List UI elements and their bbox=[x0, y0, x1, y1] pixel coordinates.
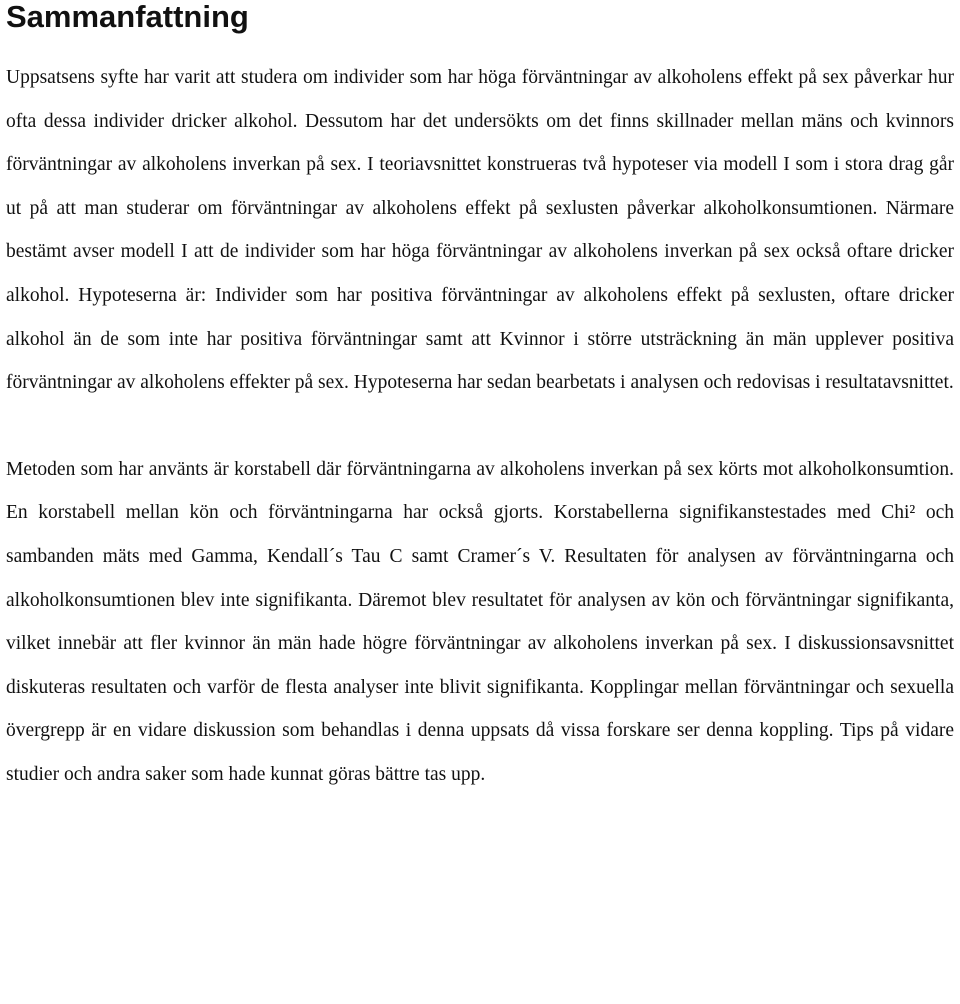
summary-paragraph-1: Uppsatsens syfte har varit att studera om individer som har höga förväntningar av alkoholens effekt på sex påverkar hur ofta dessa individer dricker alkohol. Dessutom har det undersökts om det finns skillnader mellan mäns och kvinnors förväntningar av alkoholens inverkan på sex. I teoriavsnittet konstrueras två hypoteser via modell I som i stora drag går ut på att man studerar om förväntningar av alkoholens effekt på sexlusten påverkar alkoholkonsumtionen. Närmare bestämt avser modell I att de individer som har höga förväntningar av alkoholens inverkan på sex också oftare dricker alkohol. Hypoteserna är: Individer som har positiva förväntningar av alkoholens effekt på sexlusten, oftare dricker alkohol än de som inte har positiva förväntningar samt att Kvinnor i större utsträckning än män upplever positiva förväntningar av alkoholens effekter på sex. Hypoteserna har sedan bearbetats i analysen och redovisas i resultatavsnittet. bbox=[6, 67, 954, 394]
summary-paragraph-2: Metoden som har använts är korstabell där förväntningarna av alkoholens inverkan på sex körts mot alkoholkonsumtion. En korstabell mellan kön och förväntningarna har också gjorts. Korstabellerna signifikanstestades med Chi² och sambanden mäts med Gamma, Kendall´s Tau C samt Cramer´s V. Resultaten för analysen av förväntningarna och alkoholkonsumtionen blev inte signifikanta. Däremot blev resultatet för analysen av kön och förväntningar signifikanta, vilket innebär att fler kvinnor än män hade högre förväntningar av alkoholens inverkan på sex. I diskussionsavsnittet diskuteras resultaten och varför de flesta analyser inte blivit signifikanta. Kopplingar mellan förväntningar och sexuella övergrepp är en vidare diskussion som behandlas i denna uppsats då vissa forskare ser denna koppling. Tips på vidare studier och andra saker som hade kunnat göras bättre tas upp. bbox=[6, 458, 954, 785]
section-heading: Sammanfattning bbox=[6, 0, 249, 34]
document-page bbox=[6, 0, 954, 797]
